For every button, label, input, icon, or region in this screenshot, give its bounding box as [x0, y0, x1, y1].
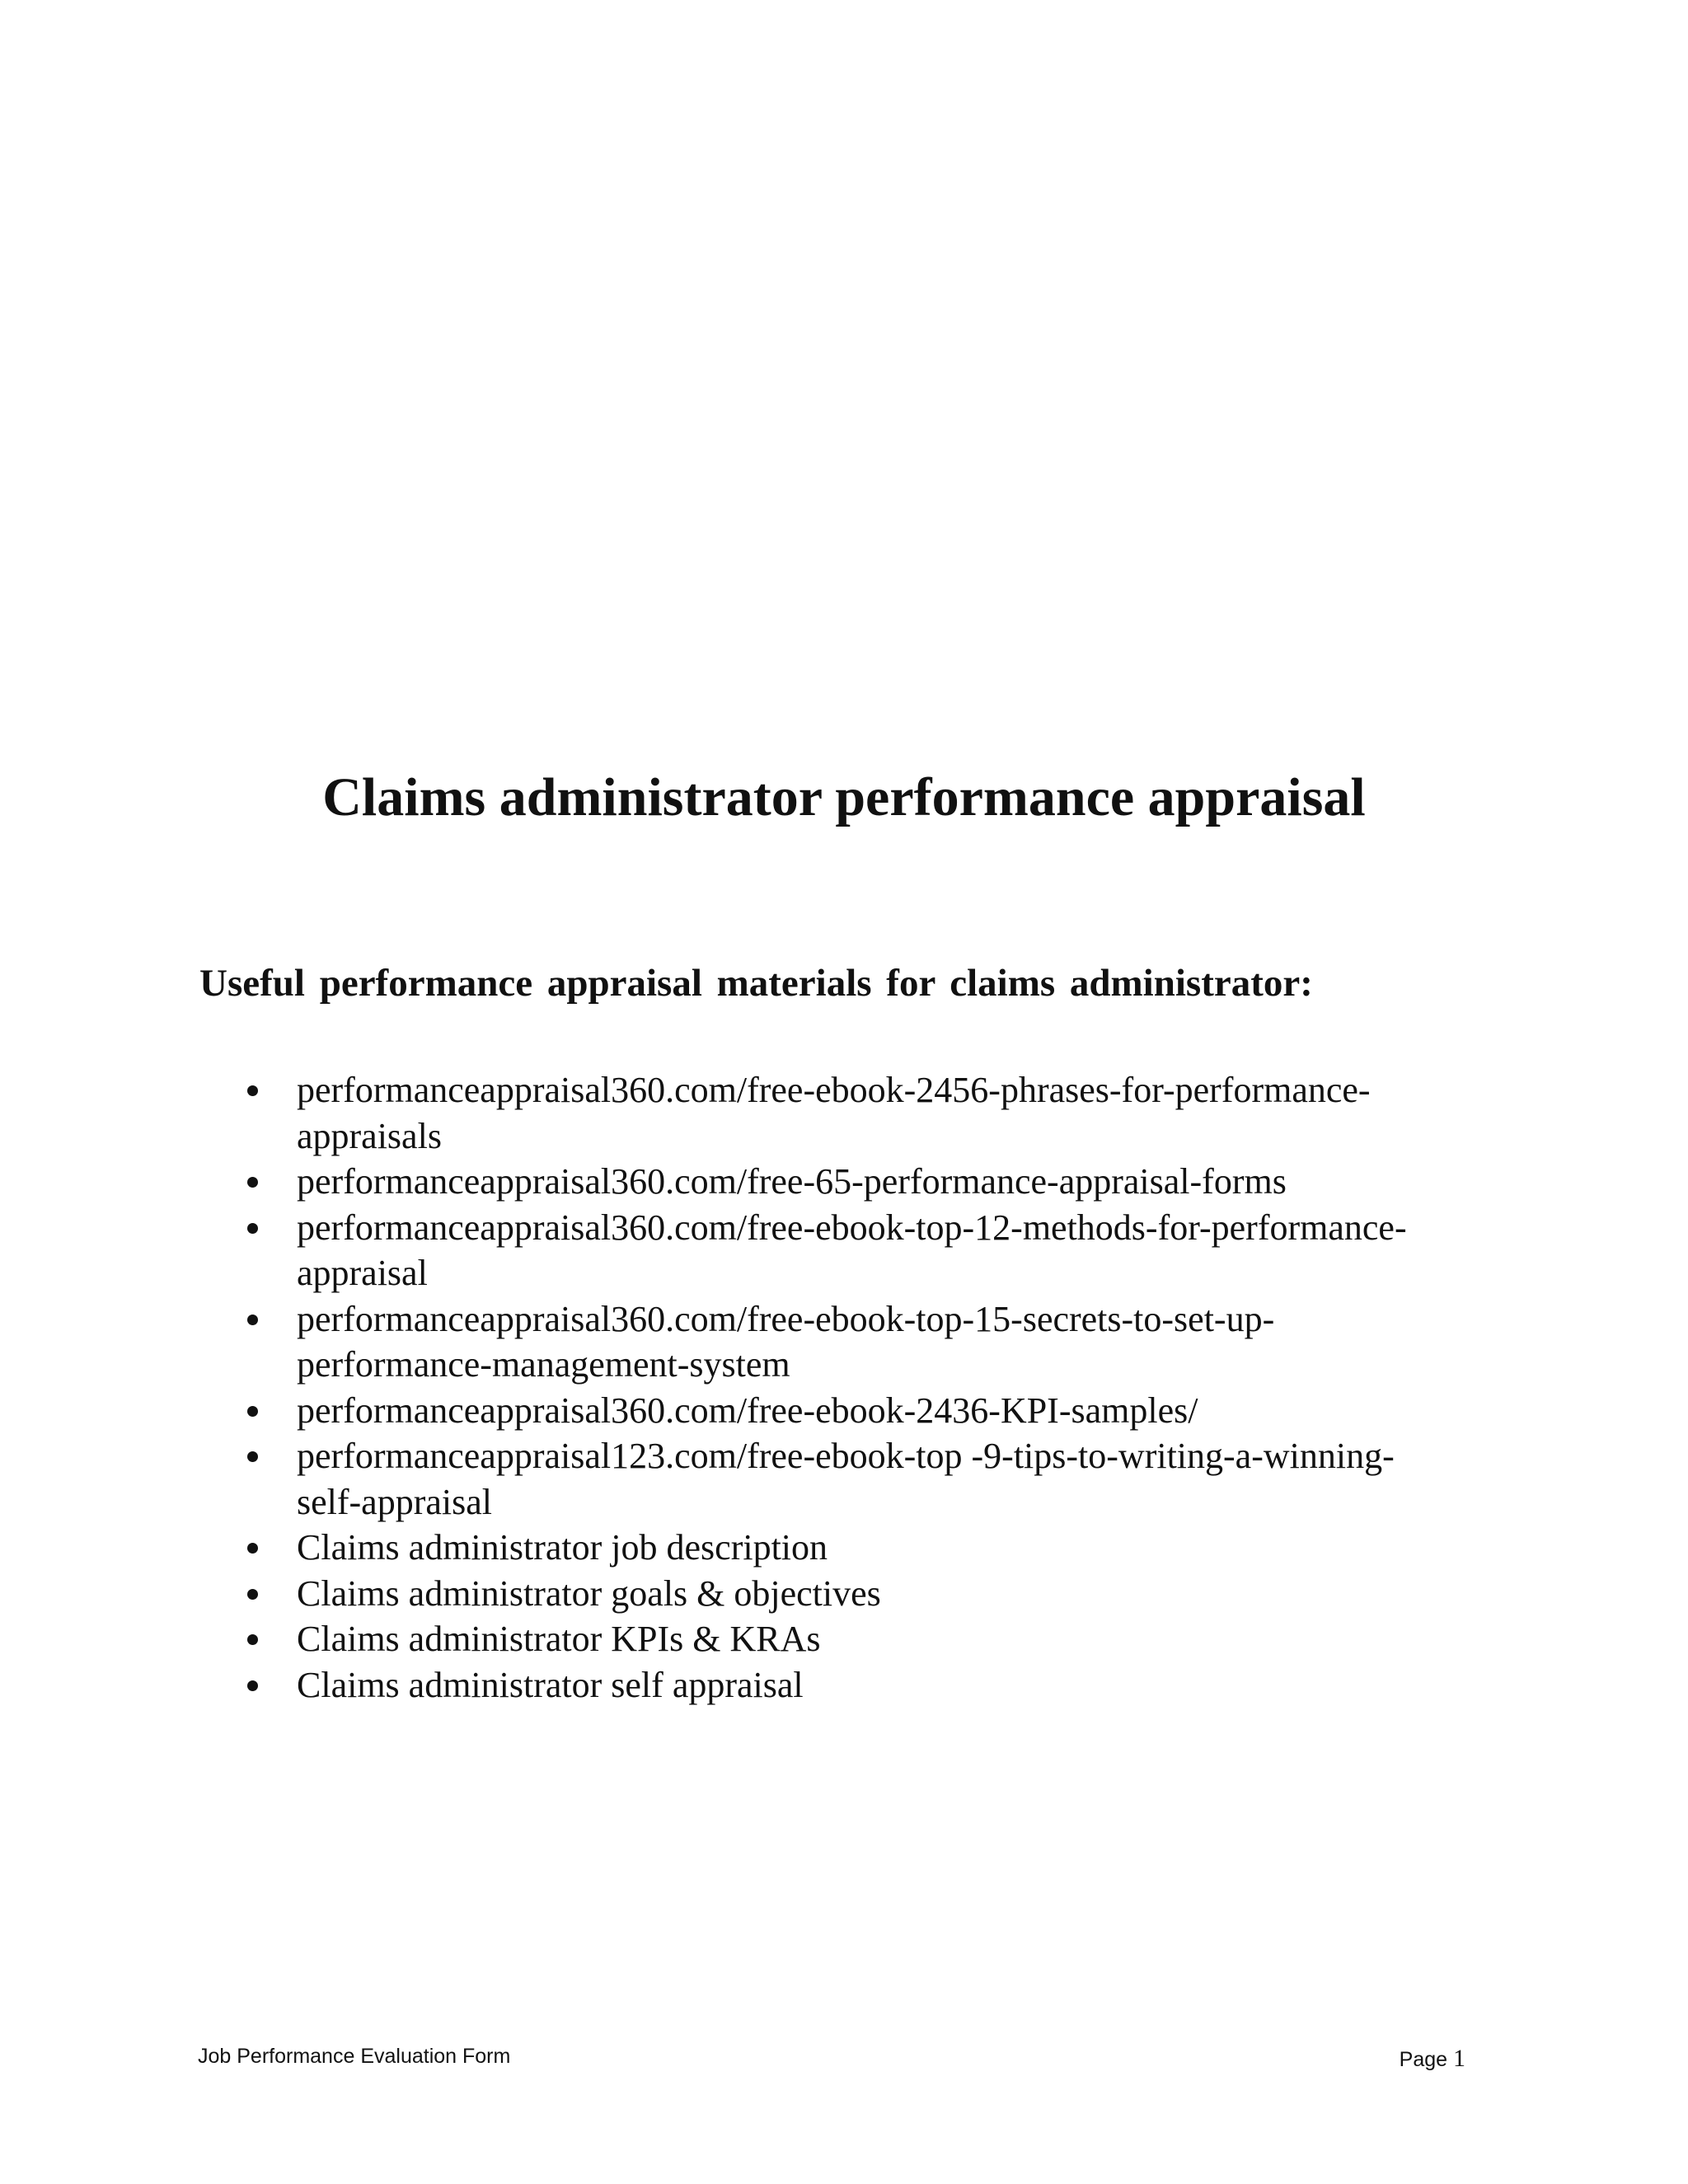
list-item-text: performanceappraisal360.com/free-ebook-top-15-secrets-to-set-up- performance-management-system: [297, 1298, 1275, 1385]
list-item[interactable]: [247, 1662, 1500, 1708]
list-item[interactable]: [247, 1433, 1500, 1525]
bullet-icon: [247, 1223, 258, 1234]
list-item-text: Claims administrator KPIs & KRAs: [297, 1619, 821, 1659]
list-item-text: performanceappraisal360.com/free-ebook-2436-KPI-samples/: [297, 1390, 1198, 1431]
list-item[interactable]: [247, 1159, 1500, 1205]
list-item-text: performanceappraisal360.com/free-ebook-2456-phrases-for-performance- appraisals: [297, 1070, 1371, 1156]
list-item-text: performanceappraisal360.com/free-ebook-top-12-methods-for-performance- appraisal: [297, 1207, 1407, 1293]
list-item-text: Claims administrator goals & objectives: [297, 1572, 881, 1614]
footer-page-number: 1: [1453, 2045, 1465, 2072]
list-item[interactable]: [247, 1205, 1500, 1296]
document-title: Claims administrator performance appraisal: [322, 767, 1366, 827]
list-item[interactable]: [247, 1388, 1500, 1434]
bullet-icon: [247, 1406, 258, 1417]
bullet-icon: [247, 1634, 258, 1645]
bullet-icon: [247, 1680, 258, 1691]
bullet-icon: [247, 1451, 258, 1462]
bullet-icon: [247, 1589, 258, 1600]
footer-page-label: Page: [1399, 2048, 1448, 2071]
list-item-text: performanceappraisal360.com/free-65-performance-appraisal-forms: [297, 1161, 1287, 1202]
list-item[interactable]: [247, 1616, 1500, 1662]
bullet-icon: [247, 1177, 258, 1188]
footer-form-name: Job Performance Evaluation Form: [198, 2045, 511, 2068]
bullet-icon: [247, 1543, 258, 1554]
list-item-text: Claims administrator job description: [297, 1527, 828, 1568]
list-item[interactable]: [247, 1067, 1500, 1159]
bullet-icon: [247, 1315, 258, 1325]
list-item-text: Claims administrator self appraisal: [297, 1664, 804, 1705]
list-item[interactable]: [247, 1525, 1500, 1571]
materials-list: [247, 1067, 1500, 1708]
bullet-icon: [247, 1085, 258, 1096]
footer-page-indicator: [1400, 2044, 1465, 2074]
list-item[interactable]: [247, 1571, 1500, 1617]
section-heading: Useful performance appraisal materials for claims administrator:: [199, 962, 1313, 1005]
list-item[interactable]: [247, 1296, 1500, 1388]
list-item-text: performanceappraisal123.com/free-ebook-top -9-tips-to-writing-a-winning- self-appraisal: [297, 1436, 1395, 1522]
